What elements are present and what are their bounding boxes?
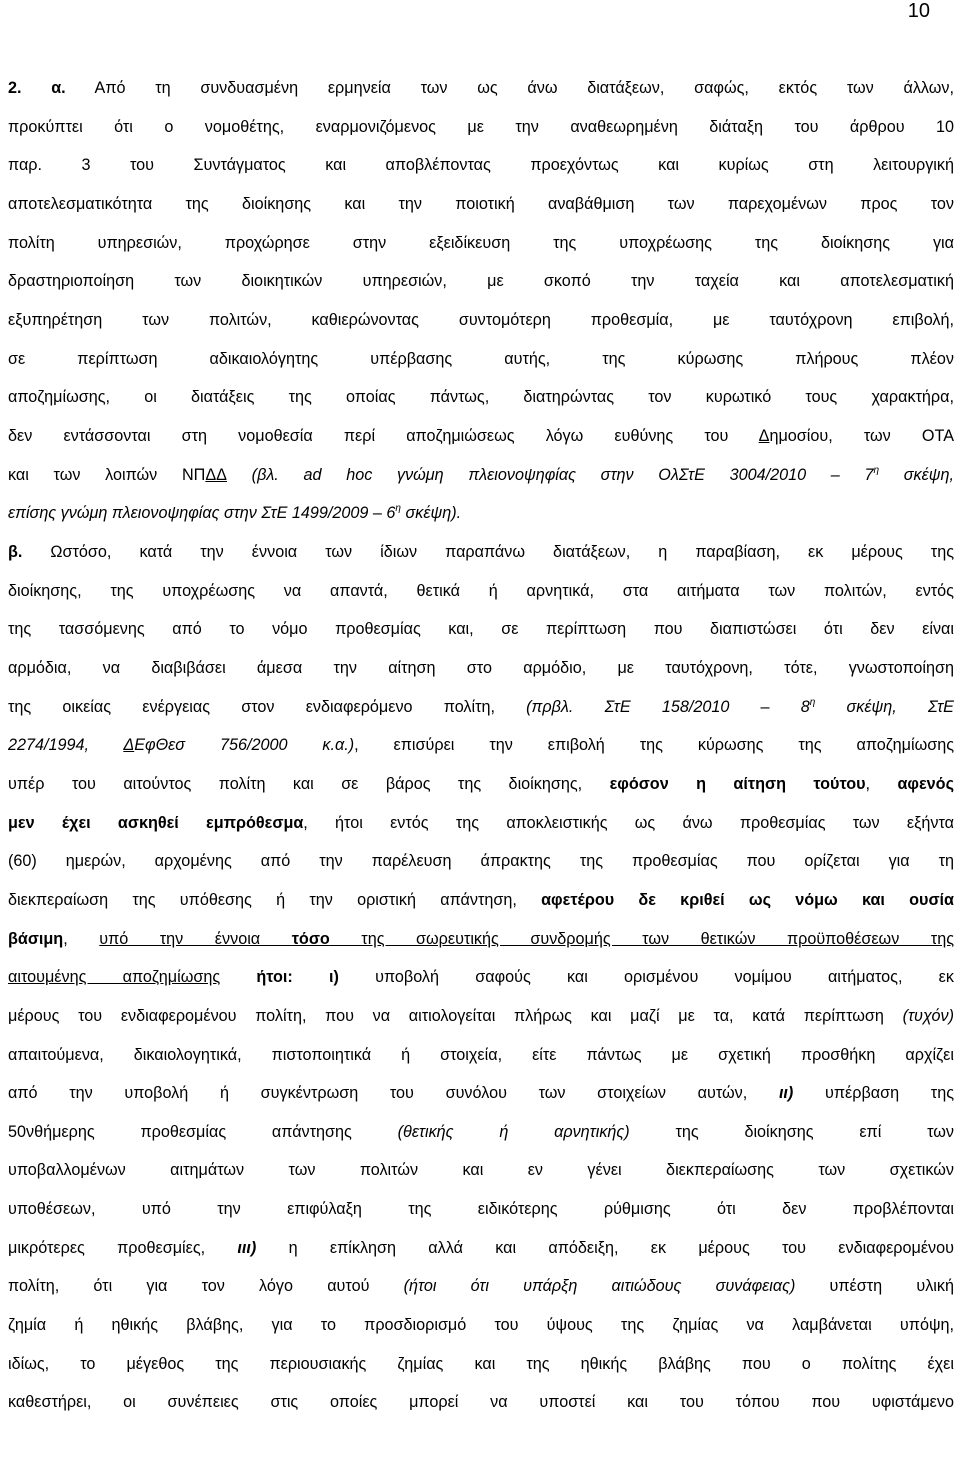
text-line <box>8 1228 954 1268</box>
text-run: υποθέσεων, υπό την επιφύλαξη της ειδικότερης ρύθμισης ότι δεν προβλέπονται <box>8 1200 954 1219</box>
text-run: από την υποβολή ή συγκέντρωση του συνόλου των στοιχείων αυτών, <box>8 1084 779 1103</box>
text-run: αποτελεσματικότητα της διοίκησης και την ποιοτική αναβάθμιση των παρεχομένων προς τον <box>8 194 954 213</box>
text-run: της διοίκησης επί των <box>629 1122 954 1141</box>
text-line <box>8 803 954 843</box>
text-run: μικρότερες προθεσμίες, <box>8 1238 238 1257</box>
text-run: αποζημίωσης, οι διατάξεις της οποίας πάντως, διατηρώντας τον κυρωτικό τους χαρακτήρα, <box>8 388 954 407</box>
text-line <box>8 1035 954 1075</box>
text-line <box>8 919 954 959</box>
text-run: ιιι) <box>237 1238 257 1257</box>
text-run: η <box>809 696 816 708</box>
text-line <box>8 339 954 379</box>
text-run: δραστηριοποίηση των διοικητικών υπηρεσιών, με σκοπό την ταχεία και αποτελεσματική <box>8 272 954 291</box>
text-run: αφετέρου δε κριθεί ως νόμω και ουσία <box>541 890 954 909</box>
text-line <box>8 571 954 611</box>
text-run: Δ <box>123 736 135 755</box>
text-run: β. <box>8 542 23 561</box>
text-run: υπέρβαση της <box>793 1084 954 1103</box>
text-run: (πρβλ. ΣτΕ 158/2010 – 8 <box>526 697 810 716</box>
text-line <box>8 300 954 340</box>
text-run: Ωστόσο, κατά την έννοια των ίδιων παραπάνω διατάξεων, η παραβίαση, εκ μέρους της <box>22 542 954 561</box>
text-run: της οικείας ενέργειας στον ενδιαφερόμενο πολίτη, <box>8 697 527 716</box>
text-run: επίσης γνώμη πλειονοψηφίας στην ΣτΕ 1499/2009 – 6 <box>8 504 396 523</box>
text-run: η <box>395 503 401 515</box>
text-line <box>8 957 954 997</box>
text-run: 2. α. <box>8 79 66 97</box>
text-line <box>8 532 954 572</box>
text-run: βάσιμη <box>8 929 64 948</box>
text-run: ΕφΘεσ 756/2000 κ.α.) <box>134 736 355 755</box>
text-run: παρ. 3 του Συντάγματος και αποβλέποντας προεχόντως και κυρίως στη λειτουργική <box>8 156 954 175</box>
text-run: ζημία ή ηθικής βλάβης, για το προσδιορισμό του ύψους της ζημίας να λαμβάνεται υπόψη, <box>8 1316 954 1335</box>
text-run: , <box>63 929 100 948</box>
text-run: μέρους του ενδιαφερομένου πολίτη, που να αιτιολογείται πλήρως και μαζί με τα, κατά περίπτωση <box>8 1006 903 1025</box>
text-run: ημοσίου, των ΟΤΑ <box>769 426 954 445</box>
text-run: 2274/1994, <box>8 736 124 755</box>
text-run: της σωρευτικής συνδρομής των θετικών προϋποθέσεων της <box>329 929 955 948</box>
text-line <box>8 880 954 920</box>
text-run: (βλ. ad hoc γνώμη πλειονοψηφίας στην ΟλΣτΕ 3004/2010 – 7 <box>226 465 874 484</box>
text-run: η <box>873 464 880 476</box>
text-run: εφόσον η αίτηση τούτου <box>609 774 866 793</box>
text-run: και των λοιπών ΝΠ <box>8 465 206 484</box>
text-run <box>220 968 256 986</box>
text-run: 50νθήμερης προθεσμίας απάντησης <box>8 1122 398 1141</box>
text-line <box>8 841 954 881</box>
text-line <box>8 609 954 649</box>
text-run: Δ <box>758 426 770 445</box>
text-run: , επισύρει την επιβολή της κύρωσης της αποζημίωσης <box>354 736 954 755</box>
text-run: υπέστη υλική <box>795 1277 954 1296</box>
text-line <box>8 1266 954 1306</box>
text-run: η επίκληση αλλά και απόδειξη, εκ μέρους του ενδιαφερομένου <box>256 1238 955 1257</box>
text-run: (τυχόν) <box>902 1006 954 1025</box>
text-run: προκύπτει ότι ο νομοθέτης, εναρμονιζόμενος με την αναθεωρημένη διάταξη του άρθρου 10 <box>8 117 954 136</box>
text-line <box>8 68 954 108</box>
text-line <box>8 416 954 456</box>
text-run: (ήτοι ότι υπάρξη αιτιώδους συνάφειας) <box>403 1277 796 1296</box>
text-line <box>8 107 954 147</box>
text-line <box>8 1305 954 1345</box>
text-line <box>8 1150 954 1190</box>
text-run: Από τη συνδυασμένη ερμηνεία των ως άνω διατάξεων, σαφώς, εκτός των άλλων, <box>65 79 954 97</box>
text-run: αρμόδια, να διαβιβάσει άμεσα την αίτηση στο αρμόδιο, με ταυτόχρονη, τότε, γνωστοποίηση <box>8 658 954 677</box>
text-line <box>8 1344 954 1384</box>
text-run: σε περίπτωση αδικαιολόγητης υπέρβασης αυτής, της κύρωσης πλήρους πλέον <box>8 349 954 368</box>
text-line <box>8 455 954 495</box>
text-line <box>8 687 954 727</box>
text-line <box>8 493 954 533</box>
text-line <box>8 261 954 301</box>
text-run: σκέψη, ΣτΕ <box>815 697 954 716</box>
text-run: ιι) <box>778 1084 794 1103</box>
page-number: 10 <box>907 0 930 22</box>
text-run: , ήτοι εντός της αποκλειστικής ως άνω προθεσμίας των εξήντα <box>303 813 954 832</box>
text-line <box>8 648 954 688</box>
text-run: ήτοι: ι) <box>256 968 339 987</box>
text-run: της τασσόμενης από το νόμο προθεσμίας και, σε περίπτωση που διαπιστώσει ότι δεν είναι <box>8 620 954 639</box>
text-run: σκέψη, <box>879 465 954 484</box>
text-line <box>8 377 954 417</box>
text-run: δεν εντάσσονται στη νομοθεσία περί αποζημιώσεως λόγω ευθύνης του <box>8 426 759 445</box>
text-line <box>8 1382 954 1422</box>
text-run: αιτουμένης αποζημίωσης <box>8 968 221 987</box>
text-line <box>8 764 954 804</box>
text-run: καθεστήρει, οι συνέπειες στις οποίες μπορεί να υποστεί και του τόπου που υφιστάμενο <box>8 1393 954 1412</box>
text-line <box>8 725 954 765</box>
text-line <box>8 1189 954 1229</box>
text-run: σκέψη). <box>400 504 462 523</box>
text-line <box>8 145 954 185</box>
text-run: τόσο <box>291 929 330 948</box>
text-run: εξυπηρέτηση των πολιτών, καθιερώνοντας συντομότερη προθεσμία, με ταυτόχρονη επιβολή, <box>8 310 954 329</box>
text-run: πολίτη υπηρεσιών, προχώρησε στην εξειδίκευση της υποχρέωσης της διοίκησης για <box>8 233 954 252</box>
text-run: ΔΔ <box>205 465 227 484</box>
text-run: , <box>865 774 898 793</box>
text-run: διεκπεραίωση της υπόθεσης ή την οριστική απάντηση, <box>8 890 542 909</box>
text-run: ιδίως, το μέγεθος της περιουσιακής ζημίας και της ηθικής βλάβης που ο πολίτης έχει <box>8 1354 954 1373</box>
text-run: (60) ημερών, αρχομένης από την παρέλευση άπρακτης της προθεσμίας που ορίζεται για τη <box>8 852 954 871</box>
text-line <box>8 996 954 1036</box>
text-line <box>8 184 954 224</box>
text-run: (θετικής ή αρνητικής) <box>397 1122 630 1141</box>
text-line <box>8 1073 954 1113</box>
text-line <box>8 1112 954 1152</box>
text-run: απαιτούμενα, δικαιολογητικά, πιστοποιητικά ή στοιχεία, είτε πάντως με σχετική προσθήκη αρχίζει <box>8 1045 954 1064</box>
text-line <box>8 223 954 263</box>
text-run: αφενός <box>897 774 954 793</box>
text-run: πολίτη, ότι για τον λόγο αυτού <box>8 1277 404 1296</box>
text-run: διοίκησης, της υποχρέωσης να απαντά, θετικά ή αρνητικά, στα αιτήματα των πολιτών, εντός <box>8 581 954 600</box>
text-run: υποβολή σαφούς και ορισμένου νομίμου αιτήματος, εκ <box>338 968 954 987</box>
text-run: υπό την έννοια <box>99 929 292 948</box>
text-run: μεν έχει ασκηθεί εμπρόθεσμα <box>8 813 304 832</box>
text-run: υποβαλλομένων αιτημάτων των πολιτών και εν γένει διεκπεραίωσης των σχετικών <box>8 1161 954 1180</box>
text-run: υπέρ του αιτούντος πολίτη και σε βάρος της διοίκησης, <box>8 774 610 793</box>
